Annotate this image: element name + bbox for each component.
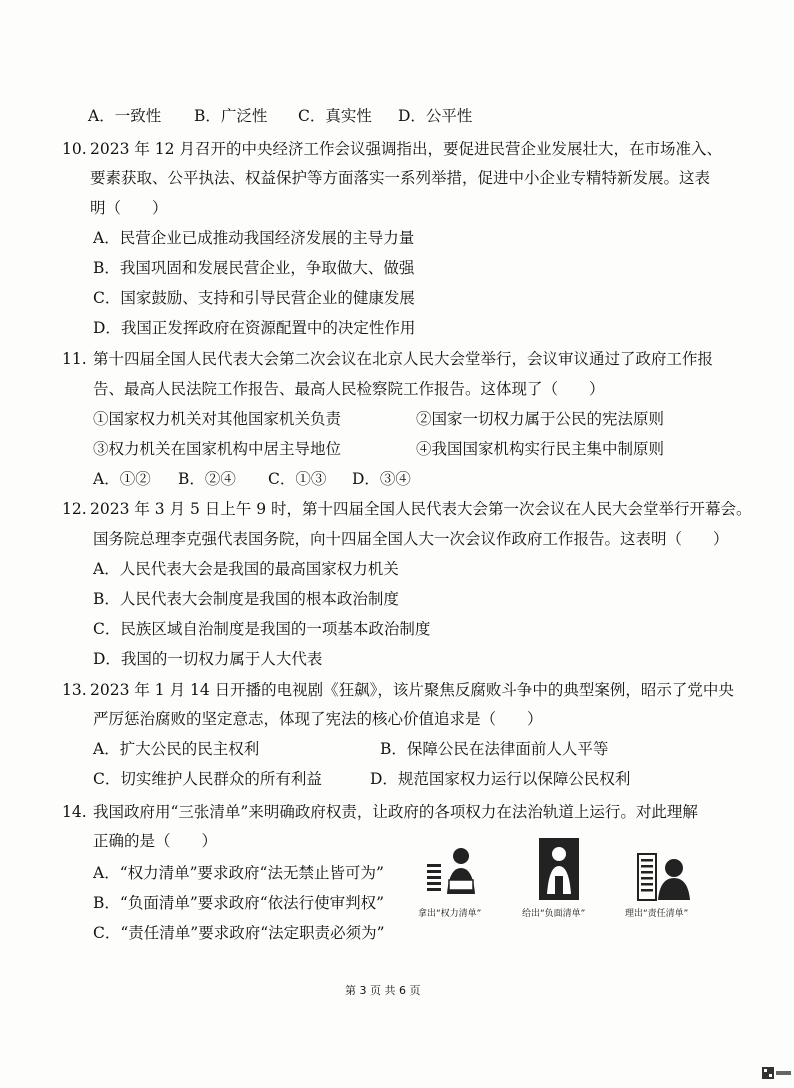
- q10-stem-line-1: 2023 年 12 月召开的中央经济工作会议强调指出，要促进民营企业发展壮大，在市场准入、: [90, 140, 722, 158]
- q13-stem-line-2: 严厉惩治腐败的坚定意志，体现了宪法的核心价值追求是（ ）: [93, 710, 543, 728]
- q13-option-b[interactable]: B．保障公民在法律面前人人平等: [380, 740, 609, 758]
- q11-item-4: ④我国国家机构实行民主集中制原则: [416, 440, 665, 458]
- q11-option-b[interactable]: B．②④: [178, 470, 236, 488]
- power-list-illustration: [425, 842, 485, 900]
- q11-stem-line-1: 第十四届全国人民代表大会第二次会议在北京人民大会堂举行，会议审议通过了政府工作报: [93, 350, 714, 368]
- q10-option-d[interactable]: D．我国正发挥政府在资源配置中的决定性作用: [93, 319, 416, 337]
- q9-option-a[interactable]: A．一致性: [88, 107, 162, 125]
- q13-stem-line-1: 2023 年 1 月 14 日开播的电视剧《狂飙》，该片聚焦反腐败斗争中的典型案例，昭示了党中央: [90, 681, 734, 699]
- qr-stamp-icon: [762, 1066, 792, 1080]
- q9-option-b[interactable]: B．广泛性: [194, 107, 268, 125]
- q11-item-1: ①国家权力机关对其他国家机关负责: [93, 410, 342, 428]
- q11-number: 11.: [62, 350, 87, 368]
- q12-option-d[interactable]: D．我国的一切权力属于人大代表: [93, 650, 323, 668]
- q9-option-d[interactable]: D．公平性: [398, 107, 473, 125]
- responsibility-list-illustration: [636, 850, 692, 902]
- q13-option-c[interactable]: C．切实维护人民群众的所有利益: [93, 770, 322, 788]
- q10-stem-line-2: 要素获取、公平执法、权益保护等方面落实一系列举措，促进中小企业专精特新发展。这表: [90, 169, 711, 187]
- q14-number: 14.: [62, 803, 87, 821]
- q11-option-a[interactable]: A．①②: [93, 470, 151, 488]
- negative-list-illustration: [535, 836, 583, 902]
- q14-option-a[interactable]: A．“权力清单”要求政府“法无禁止皆可为”: [93, 864, 384, 882]
- q12-number: 12.: [62, 500, 87, 518]
- q12-option-b[interactable]: B．人民代表大会制度是我国的根本政治制度: [93, 590, 399, 608]
- q14-stem-line-2: 正确的是（ ）: [93, 832, 218, 850]
- q12-option-c[interactable]: C．民族区域自治制度是我国的一项基本政治制度: [93, 620, 431, 638]
- q10-option-a[interactable]: A．民营企业已成推动我国经济发展的主导力量: [93, 229, 415, 247]
- q11-option-c[interactable]: C．①③: [268, 470, 327, 488]
- q9-option-c[interactable]: C．真实性: [298, 107, 372, 125]
- q12-option-a[interactable]: A．人民代表大会是我国的最高国家权力机关: [93, 560, 399, 578]
- q14-option-b[interactable]: B．“负面清单”要求政府“依法行使审判权”: [93, 894, 385, 912]
- q14-stem-line-1: 我国政府用“三张清单”来明确政府权责，让政府的各项权力在法治轨道上运行。对此理解: [93, 803, 698, 821]
- q13-option-a[interactable]: A．扩大公民的民主权利: [93, 740, 260, 758]
- q11-option-d[interactable]: D．③④: [352, 470, 411, 488]
- q10-number: 10.: [62, 140, 87, 158]
- caption-power-list: 拿出“权力清单”: [418, 909, 482, 919]
- q12-stem-line-1: 2023 年 3 月 5 日上午 9 时，第十四届全国人民代表大会第一次会议在人民大会堂举行开幕会。: [90, 500, 752, 518]
- q11-stem-line-2: 告、最高人民法院工作报告、最高人民检察院工作报告。这体现了（ ）: [93, 380, 605, 398]
- q14-option-c[interactable]: C．“责任清单”要求政府“法定职责必须为”: [93, 924, 385, 942]
- q11-item-3: ③权力机关在国家机构中居主导地位: [93, 440, 342, 458]
- page-number-footer: 第 3 页 共 6 页: [345, 984, 421, 997]
- q13-number: 13.: [62, 681, 87, 699]
- q12-stem-line-2: 国务院总理李克强代表国务院，向十四届全国人大一次会议作政府工作报告。这表明（ ）: [93, 530, 729, 548]
- q13-option-d[interactable]: D．规范国家权力运行以保障公民权利: [370, 770, 631, 788]
- q10-stem-line-3: 明（ ）: [90, 199, 168, 217]
- q10-option-c[interactable]: C．国家鼓励、支持和引导民营企业的健康发展: [93, 289, 415, 307]
- q10-option-b[interactable]: B．我国巩固和发展民营企业，争取做大、做强: [93, 259, 415, 277]
- caption-negative-list: 给出“负面清单”: [522, 909, 586, 919]
- caption-responsibility-list: 理出“责任清单”: [625, 909, 689, 919]
- q11-item-2: ②国家一切权力属于公民的宪法原则: [416, 410, 665, 428]
